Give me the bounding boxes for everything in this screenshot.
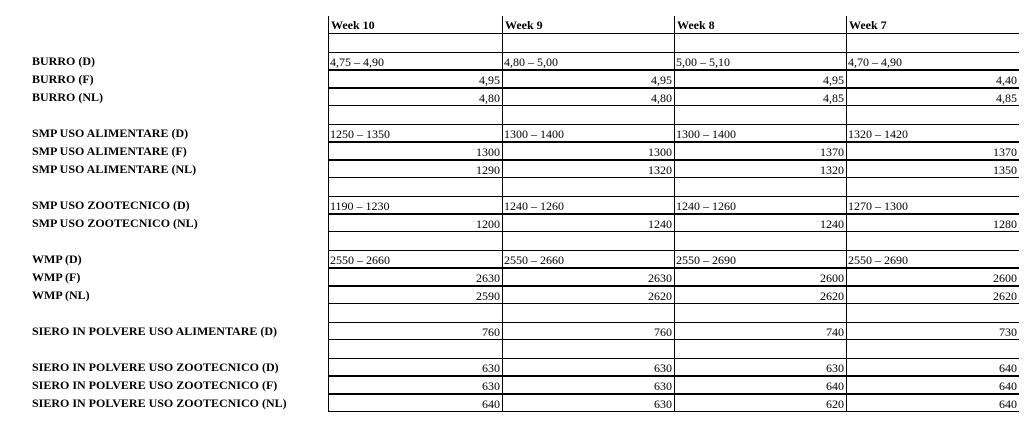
price-table (31, 16, 1019, 412)
spacer-cell (503, 106, 675, 124)
row-label: BURRO (F) (31, 70, 329, 88)
table-row (31, 196, 1019, 214)
value-cell: 1350 (847, 160, 1019, 178)
table-row (31, 250, 1019, 268)
value-cell: 630 (329, 376, 503, 394)
value-cell: 2620 (675, 286, 847, 304)
spacer-cell (31, 304, 329, 322)
spacer-cell (31, 232, 329, 250)
spacer-cell (847, 340, 1019, 358)
value-cell: 640 (847, 376, 1019, 394)
spacer-cell (675, 232, 847, 250)
spacer-row (31, 106, 1019, 124)
value-cell: 4,80 (329, 88, 503, 106)
value-cell: 4,40 (847, 70, 1019, 88)
value-cell: 2550 – 2690 (847, 250, 1019, 268)
table-row (31, 286, 1019, 304)
table-row (31, 124, 1019, 142)
spacer-cell (503, 232, 675, 250)
value-cell: 2550 – 2690 (675, 250, 847, 268)
value-cell: 1240 – 1260 (675, 196, 847, 214)
table-row (31, 322, 1019, 340)
row-label: SMP USO ZOOTECNICO (NL) (31, 214, 329, 232)
spacer-cell (847, 232, 1019, 250)
value-cell: 2550 – 2660 (503, 250, 675, 268)
row-label: SIERO IN POLVERE USO ALIMENTARE (D) (31, 322, 329, 340)
row-label: BURRO (NL) (31, 88, 329, 106)
spacer-cell (329, 34, 503, 52)
spacer-cell (329, 232, 503, 250)
value-cell: 4,95 (329, 70, 503, 88)
spacer-cell (329, 106, 503, 124)
table-row (31, 52, 1019, 70)
header-week-10: Week 10 (329, 16, 503, 34)
row-label: WMP (D) (31, 250, 329, 268)
spacer-cell (675, 34, 847, 52)
value-cell: 2600 (675, 268, 847, 286)
value-cell: 1370 (675, 142, 847, 160)
value-cell: 1300 – 1400 (503, 124, 675, 142)
value-cell: 640 (847, 394, 1019, 412)
row-label: SIERO IN POLVERE USO ZOOTECNICO (F) (31, 376, 329, 394)
value-cell: 2620 (503, 286, 675, 304)
value-cell: 1300 – 1400 (675, 124, 847, 142)
spacer-cell (31, 178, 329, 196)
table-row (31, 268, 1019, 286)
table-row (31, 358, 1019, 376)
value-cell: 1280 (847, 214, 1019, 232)
value-cell: 5,00 – 5,10 (675, 52, 847, 70)
value-cell: 2590 (329, 286, 503, 304)
spacer-row (31, 304, 1019, 322)
spacer-row (31, 178, 1019, 196)
value-cell: 4,95 (675, 70, 847, 88)
value-cell: 4,95 (503, 70, 675, 88)
spacer-cell (31, 340, 329, 358)
value-cell: 1190 – 1230 (329, 196, 503, 214)
value-cell: 4,80 – 5,00 (503, 52, 675, 70)
value-cell: 640 (847, 358, 1019, 376)
value-cell: 2620 (847, 286, 1019, 304)
value-cell: 2550 – 2660 (329, 250, 503, 268)
value-cell: 620 (675, 394, 847, 412)
row-label: SMP USO ALIMENTARE (NL) (31, 160, 329, 178)
spacer-cell (31, 34, 329, 52)
value-cell: 1240 (503, 214, 675, 232)
row-label: SMP USO ZOOTECNICO (D) (31, 196, 329, 214)
value-cell: 4,70 – 4,90 (847, 52, 1019, 70)
header-row (31, 16, 1019, 34)
value-cell: 4,85 (847, 88, 1019, 106)
table-row (31, 214, 1019, 232)
spacer-cell (675, 106, 847, 124)
value-cell: 1320 (503, 160, 675, 178)
spacer-cell (675, 178, 847, 196)
value-cell: 2630 (329, 268, 503, 286)
spacer-cell (503, 340, 675, 358)
row-label: BURRO (D) (31, 52, 329, 70)
spacer-row (31, 232, 1019, 250)
value-cell: 740 (675, 322, 847, 340)
spacer-cell (329, 340, 503, 358)
value-cell: 1200 (329, 214, 503, 232)
header-week-9: Week 9 (503, 16, 675, 34)
value-cell: 630 (503, 358, 675, 376)
spacer-cell (329, 304, 503, 322)
value-cell: 1290 (329, 160, 503, 178)
value-cell: 1320 (675, 160, 847, 178)
value-cell: 2600 (847, 268, 1019, 286)
row-label: WMP (F) (31, 268, 329, 286)
spacer-cell (503, 34, 675, 52)
value-cell: 1370 (847, 142, 1019, 160)
value-cell: 4,75 – 4,90 (329, 52, 503, 70)
value-cell: 760 (329, 322, 503, 340)
spacer-cell (503, 304, 675, 322)
row-label: SIERO IN POLVERE USO ZOOTECNICO (D) (31, 358, 329, 376)
spacer-cell (847, 34, 1019, 52)
value-cell: 1240 (675, 214, 847, 232)
row-label: WMP (NL) (31, 286, 329, 304)
spacer-cell (847, 106, 1019, 124)
table-row (31, 88, 1019, 106)
row-label: SMP USO ALIMENTARE (F) (31, 142, 329, 160)
value-cell: 4,80 (503, 88, 675, 106)
value-cell: 630 (329, 358, 503, 376)
value-cell: 730 (847, 322, 1019, 340)
spacer-cell (329, 178, 503, 196)
spacer-cell (503, 178, 675, 196)
value-cell: 640 (675, 376, 847, 394)
spacer-cell (847, 304, 1019, 322)
value-cell: 1300 (503, 142, 675, 160)
value-cell: 630 (675, 358, 847, 376)
value-cell: 2630 (503, 268, 675, 286)
table-body (31, 34, 1019, 412)
value-cell: 630 (503, 376, 675, 394)
value-cell: 1320 – 1420 (847, 124, 1019, 142)
table-row (31, 394, 1019, 412)
table-row (31, 160, 1019, 178)
value-cell: 760 (503, 322, 675, 340)
table-row (31, 142, 1019, 160)
row-label: SMP USO ALIMENTARE (D) (31, 124, 329, 142)
row-label: SIERO IN POLVERE USO ZOOTECNICO (NL) (31, 394, 329, 412)
value-cell: 640 (329, 394, 503, 412)
table-row (31, 376, 1019, 394)
value-cell: 1300 (329, 142, 503, 160)
value-cell: 630 (503, 394, 675, 412)
spacer-cell (675, 304, 847, 322)
table-row (31, 70, 1019, 88)
header-label-cell (31, 16, 329, 34)
spacer-cell (675, 340, 847, 358)
spacer-cell (847, 178, 1019, 196)
value-cell: 4,85 (675, 88, 847, 106)
spacer-cell (31, 106, 329, 124)
header-week-8: Week 8 (675, 16, 847, 34)
header-week-7: Week 7 (847, 16, 1019, 34)
value-cell: 1240 – 1260 (503, 196, 675, 214)
value-cell: 1250 – 1350 (329, 124, 503, 142)
value-cell: 1270 – 1300 (847, 196, 1019, 214)
spacer-row (31, 340, 1019, 358)
spacer-row (31, 34, 1019, 52)
